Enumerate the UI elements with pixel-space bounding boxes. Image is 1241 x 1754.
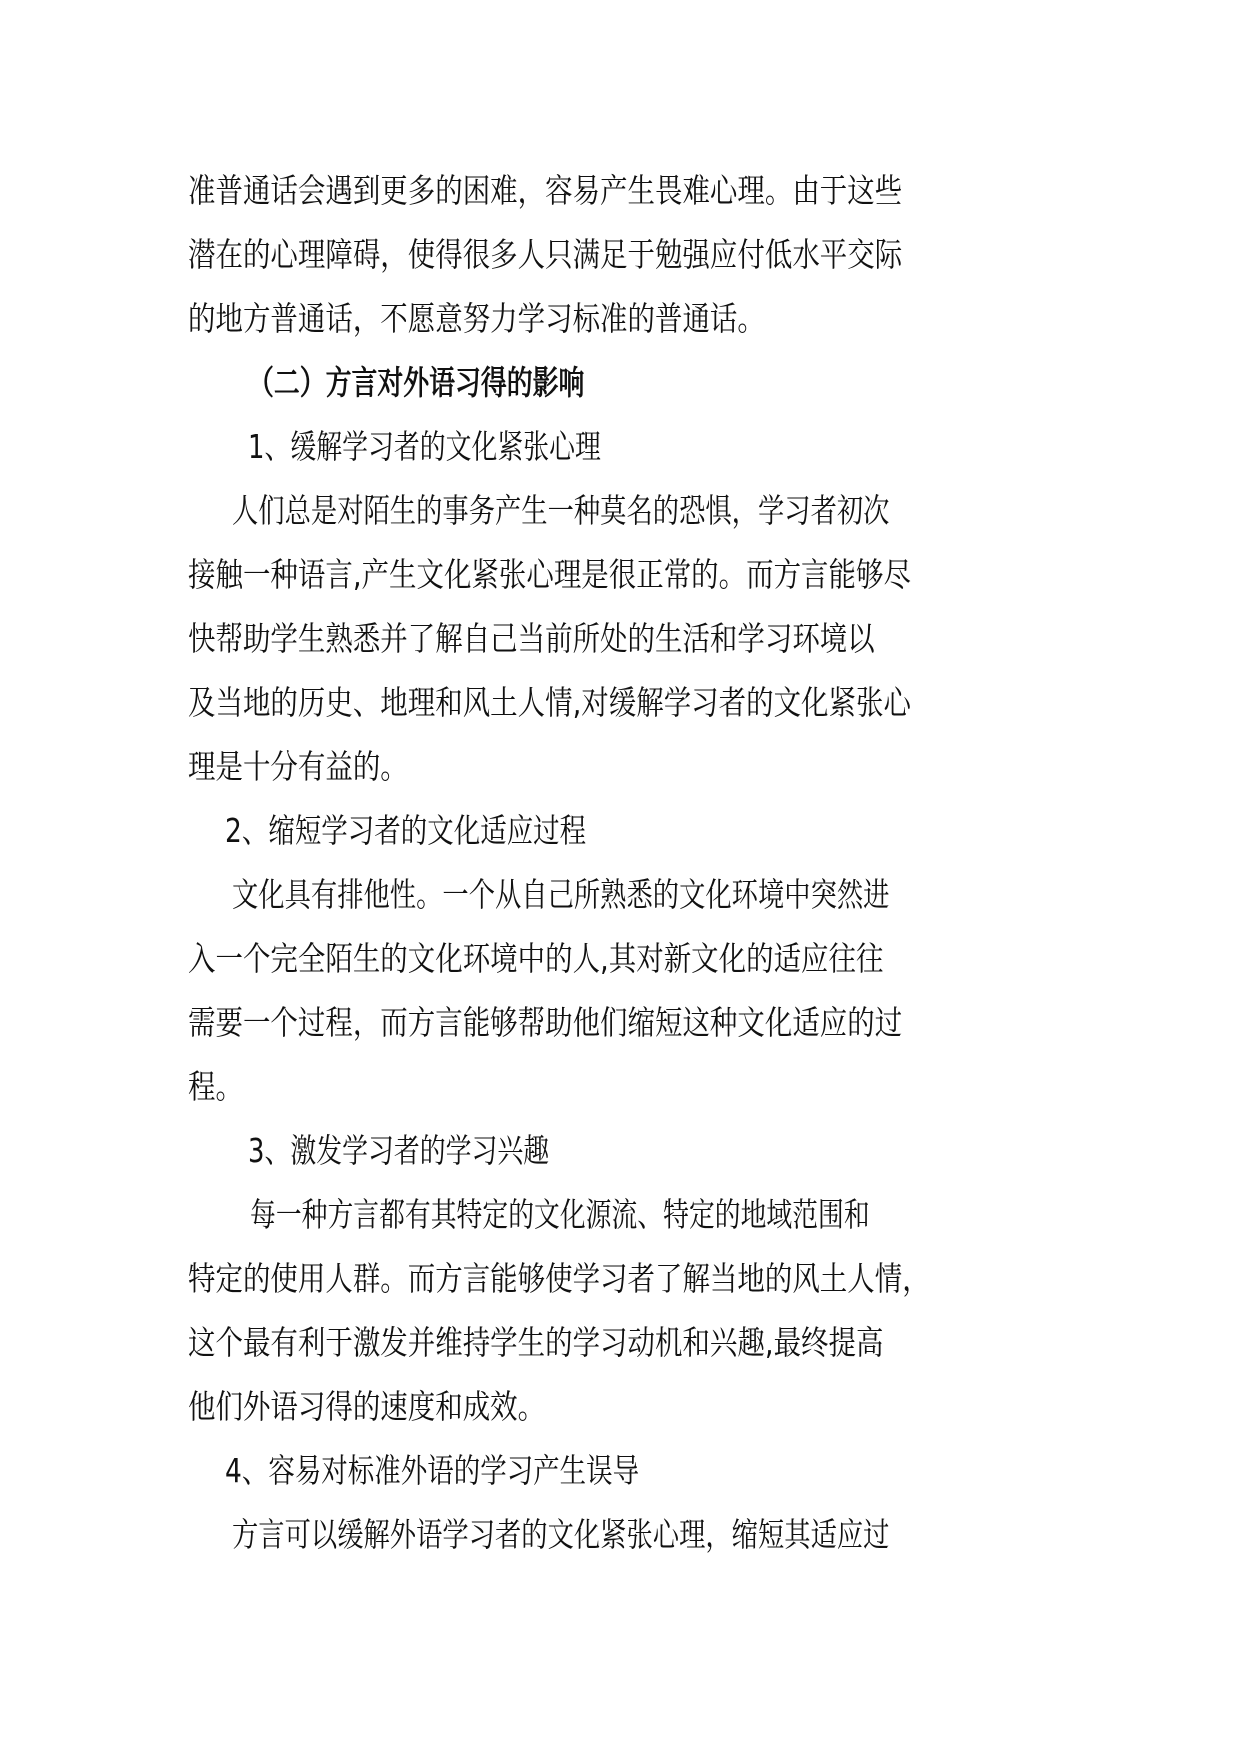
body-line: 准普通话会遇到更多的困难，容易产生畏难心理。由于这些 xyxy=(188,171,903,210)
body-line: 特定的使用人群。而方言能够使学习者了解当地的风土人情， xyxy=(188,1259,930,1298)
body-line: 程。 xyxy=(188,1067,243,1106)
body-line: 快帮助学生熟悉并了解自己当前所处的生活和学习环境以 xyxy=(188,619,875,658)
body-line: 接触一种语言,产生文化紧张心理是很正常的。而方言能够尽 xyxy=(188,555,911,594)
subsection-heading: 3、激发学习者的学习兴趣 xyxy=(248,1131,550,1170)
body-line: 潜在的心理障碍，使得很多人只满足于勉强应付低水平交际 xyxy=(188,235,903,274)
body-line: 人们总是对陌生的事务产生一种莫名的恐惧，学习者初次 xyxy=(232,491,890,530)
body-line: 需要一个过程，而方言能够帮助他们缩短这种文化适应的过 xyxy=(188,1003,903,1042)
subsection-heading: 2、缩短学习者的文化适应过程 xyxy=(225,811,587,850)
body-line: 理是十分有益的。 xyxy=(188,747,408,786)
subsection-heading: 4、容易对标准外语的学习产生误导 xyxy=(225,1451,640,1490)
body-line: 他们外语习得的速度和成效。 xyxy=(188,1387,546,1426)
body-line: 方言可以缓解外语学习者的文化紧张心理，缩短其适应过 xyxy=(232,1515,890,1554)
subsection-heading: 1、缓解学习者的文化紧张心理 xyxy=(248,427,601,466)
body-line: 文化具有排他性。一个从自己所熟悉的文化环境中突然进 xyxy=(232,875,890,914)
body-line: 每一种方言都有其特定的文化源流、特定的地域范围和 xyxy=(250,1195,870,1234)
body-line: 这个最有利于激发并维持学生的学习动机和兴趣,最终提高 xyxy=(188,1323,884,1362)
body-line: 的地方普通话，不愿意努力学习标准的普通话。 xyxy=(188,299,765,338)
section-heading: （二）方言对外语习得的影响 xyxy=(248,363,585,402)
body-line: 入一个完全陌生的文化环境中的人,其对新文化的适应往往 xyxy=(188,939,884,978)
body-line: 及当地的历史、地理和风土人情,对缓解学习者的文化紧张心 xyxy=(188,683,911,722)
